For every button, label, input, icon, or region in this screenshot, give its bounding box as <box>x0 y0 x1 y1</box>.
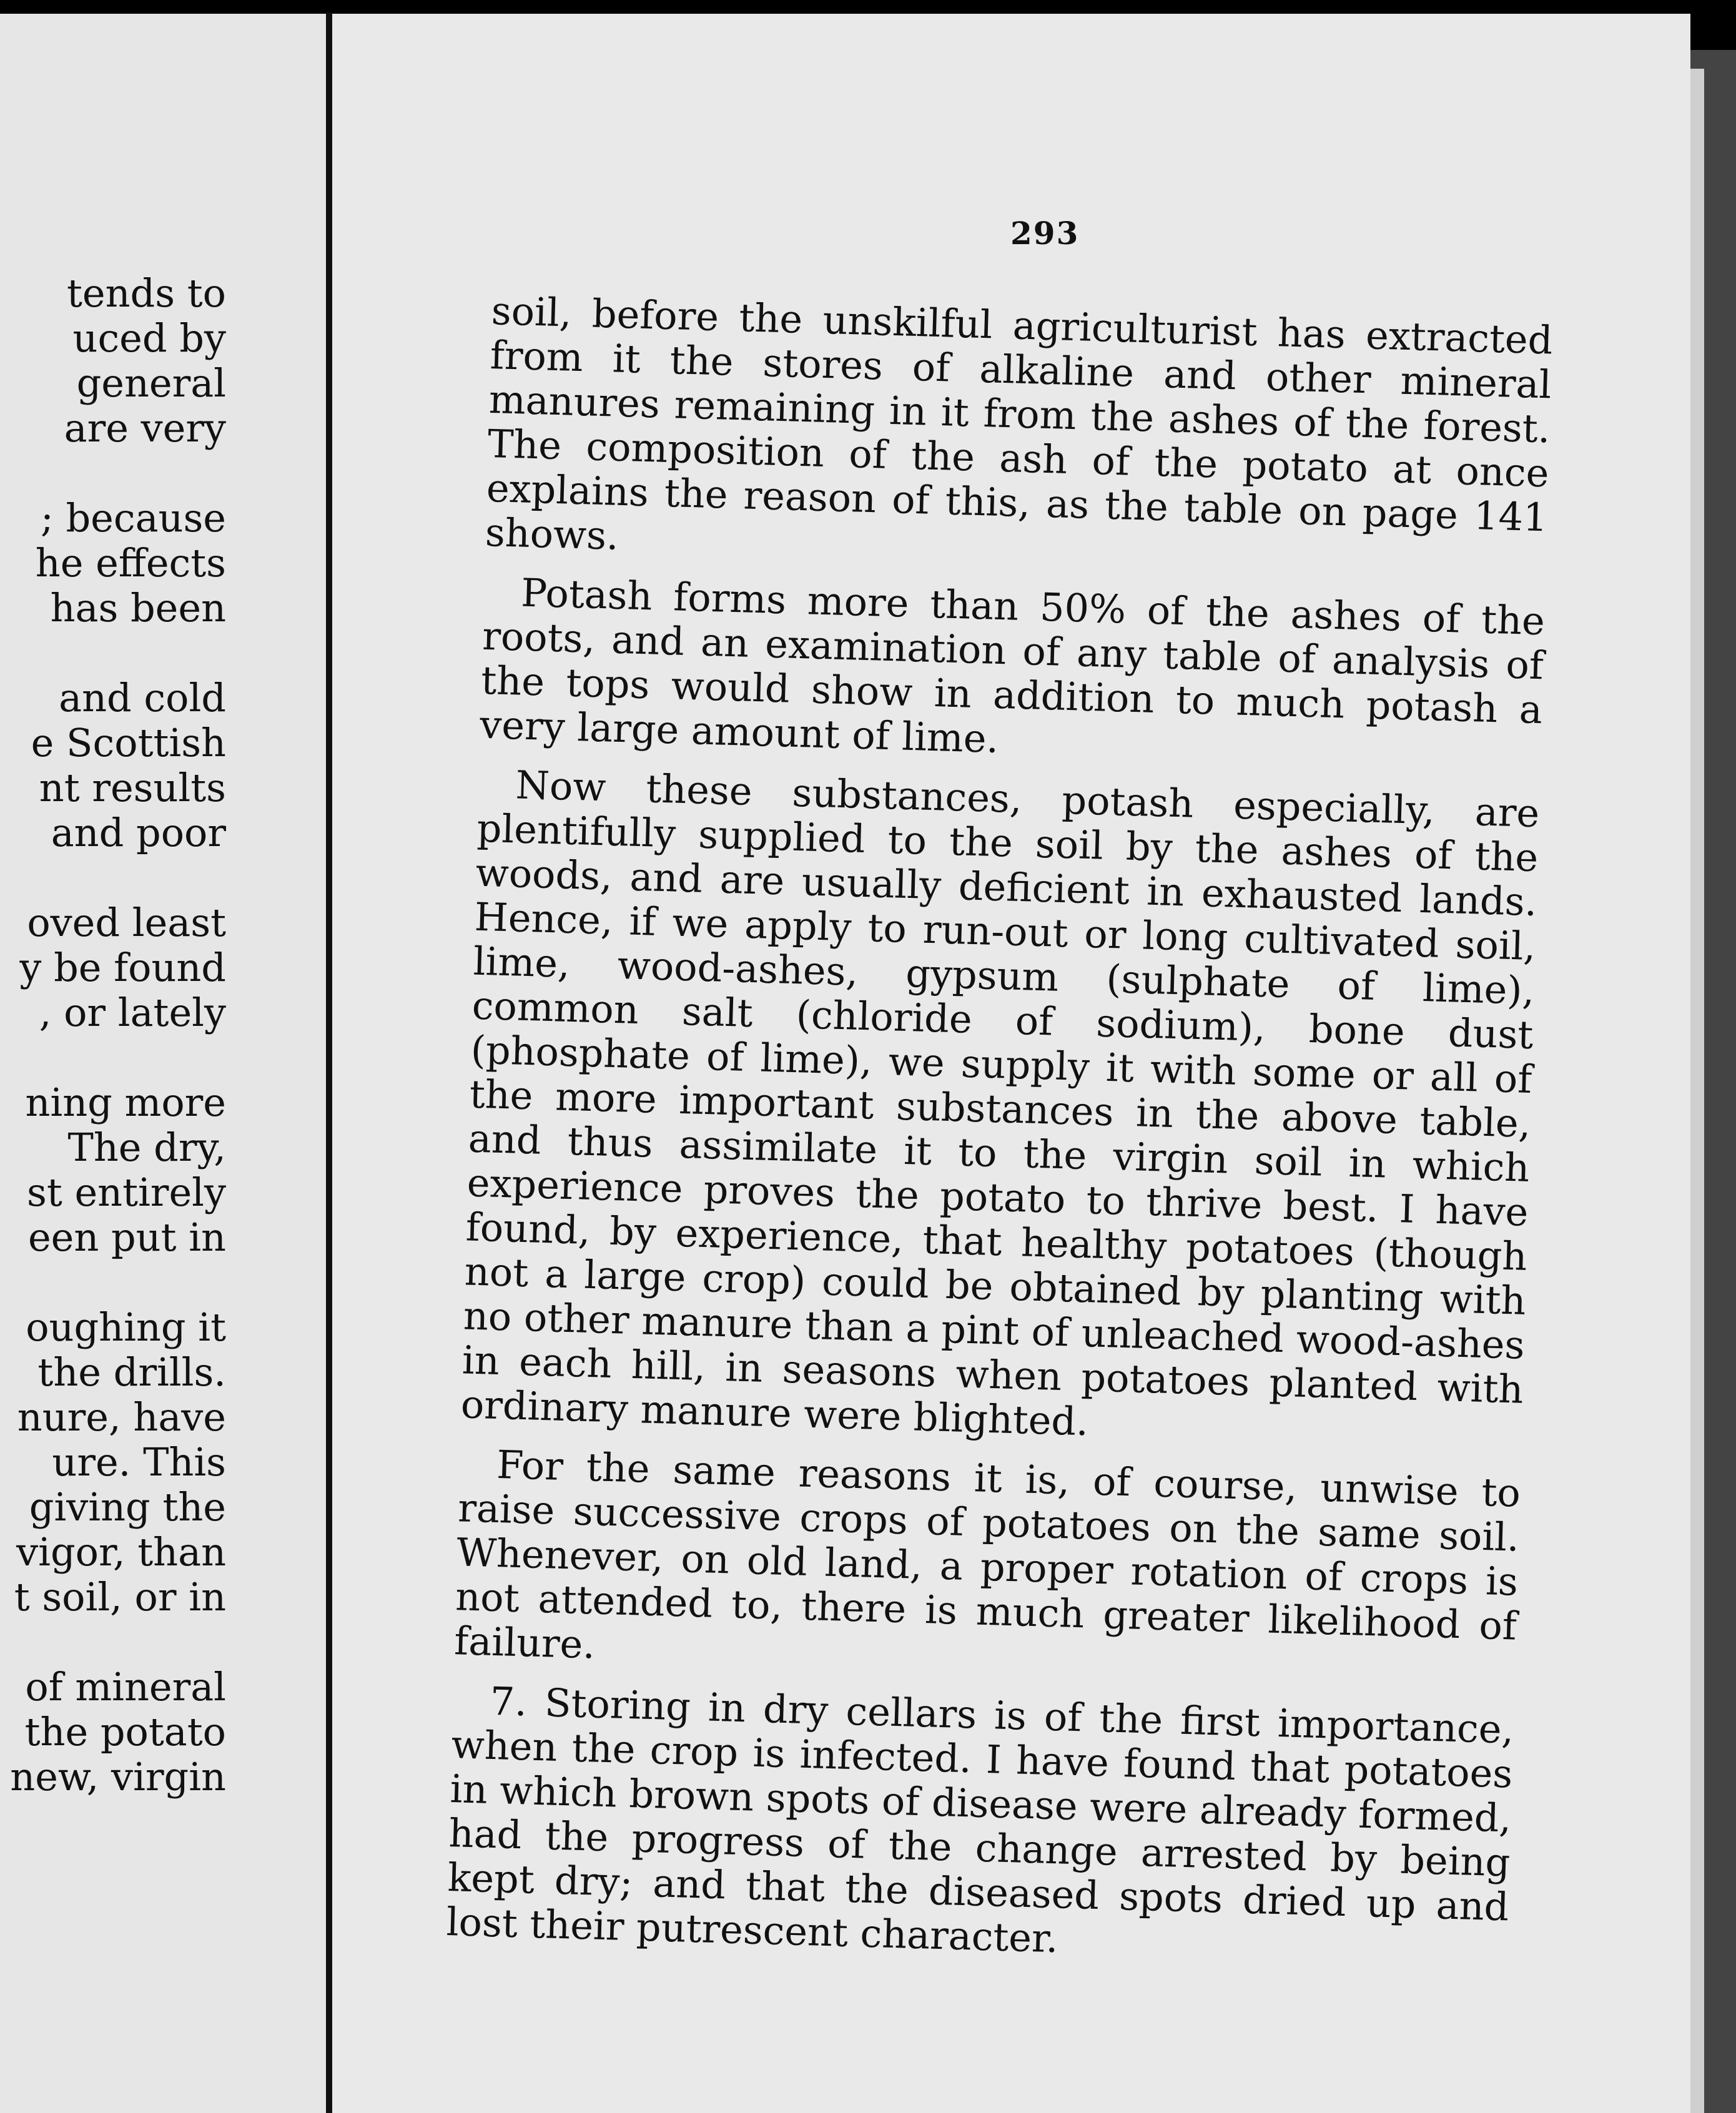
left-line: new, virgin <box>10 1754 226 1800</box>
left-line: and cold <box>59 675 226 721</box>
book-gutter <box>326 12 332 2113</box>
paragraph: 7. Storing in dry cellars is of the first importance, when the crop is infected. I have found that potatoes in which brown spots of disease were already formed, had the progress of the change arrested by being kept dry; and that the diseased spots dried up and lost their putrescent character. <box>445 1678 1515 1962</box>
left-line: and poor <box>51 810 226 855</box>
left-page <box>0 14 326 2113</box>
left-line: The dry, <box>67 1125 226 1170</box>
paragraph: For the same reasons it is, of course, unwise to raise successive crops of potatoes on the same soil. Whenever, on old land, a proper rotation of crops is not attended to, there is much greater likelihood of failure. <box>453 1441 1521 1668</box>
left-line: , or lately <box>39 990 226 1035</box>
left-line: e Scottish <box>31 720 226 766</box>
left-line: are very <box>64 405 226 451</box>
left-line: the drills. <box>37 1349 226 1395</box>
right-page <box>332 14 1690 2113</box>
left-line: uced by <box>72 315 226 361</box>
left-line: st entirely <box>27 1170 226 1215</box>
page-body <box>445 288 1553 1988</box>
page-number: 293 <box>1010 215 1080 252</box>
left-line: nure, have <box>17 1394 226 1440</box>
left-line: een put in <box>27 1214 226 1260</box>
left-line: ; because <box>40 495 226 541</box>
left-line: nt results <box>39 765 226 810</box>
paragraph: Now these substances, potash especially, are plentifully supplied to the soil by the ashes of the woods, and are usually deficient in exhausted lands. Hence, if we apply to run-out or long cultivated soil, lime, wood-ashes, gypsum (sulphate of lime), common salt (chloride of sodium), bone dust (phosphate of lime), we supply it with some or all of the more important substances in the above table, and thus assimilate it to the virgin soil in which experience proves the potato to thrive best. I have found, by experience, that healthy potatoes (though not a large crop) could be obtained by planting with no other manure than a pint of unleached wood-ashes in each hill, in seasons when potatoes planted with ordinary manure were blighted. <box>460 762 1541 1445</box>
left-line: y be found <box>19 945 226 990</box>
left-line: of mineral <box>25 1664 226 1710</box>
paragraph: soil, before the unskilful agriculturist has extracted from it the stores of alkaline and other mineral manures remaining in it from the ashes of the forest. The composition of the ash of the potato at once explains the reason of this, as the table on page 141 shows. <box>485 288 1554 559</box>
left-line: the potato <box>24 1709 226 1755</box>
paragraph: Potash forms more than 50% of the ashes of the roots, and an examination of any table of analysis of the tops would show in addition to much potash a very large amount of lime. <box>479 569 1546 762</box>
left-line: he effects <box>35 540 226 586</box>
page-edge-highlight <box>1690 69 1704 2113</box>
left-line: has been <box>50 585 226 631</box>
left-line: general <box>76 360 226 406</box>
left-line: giving the <box>29 1484 226 1530</box>
left-line: oved least <box>27 900 226 945</box>
left-line: t soil, or in <box>14 1574 226 1620</box>
left-line: ure. This <box>52 1439 226 1485</box>
left-line: oughing it <box>26 1304 226 1350</box>
left-line: vigor, than <box>16 1529 226 1575</box>
left-line: ning more <box>25 1080 226 1125</box>
left-line: tends to <box>67 270 226 316</box>
